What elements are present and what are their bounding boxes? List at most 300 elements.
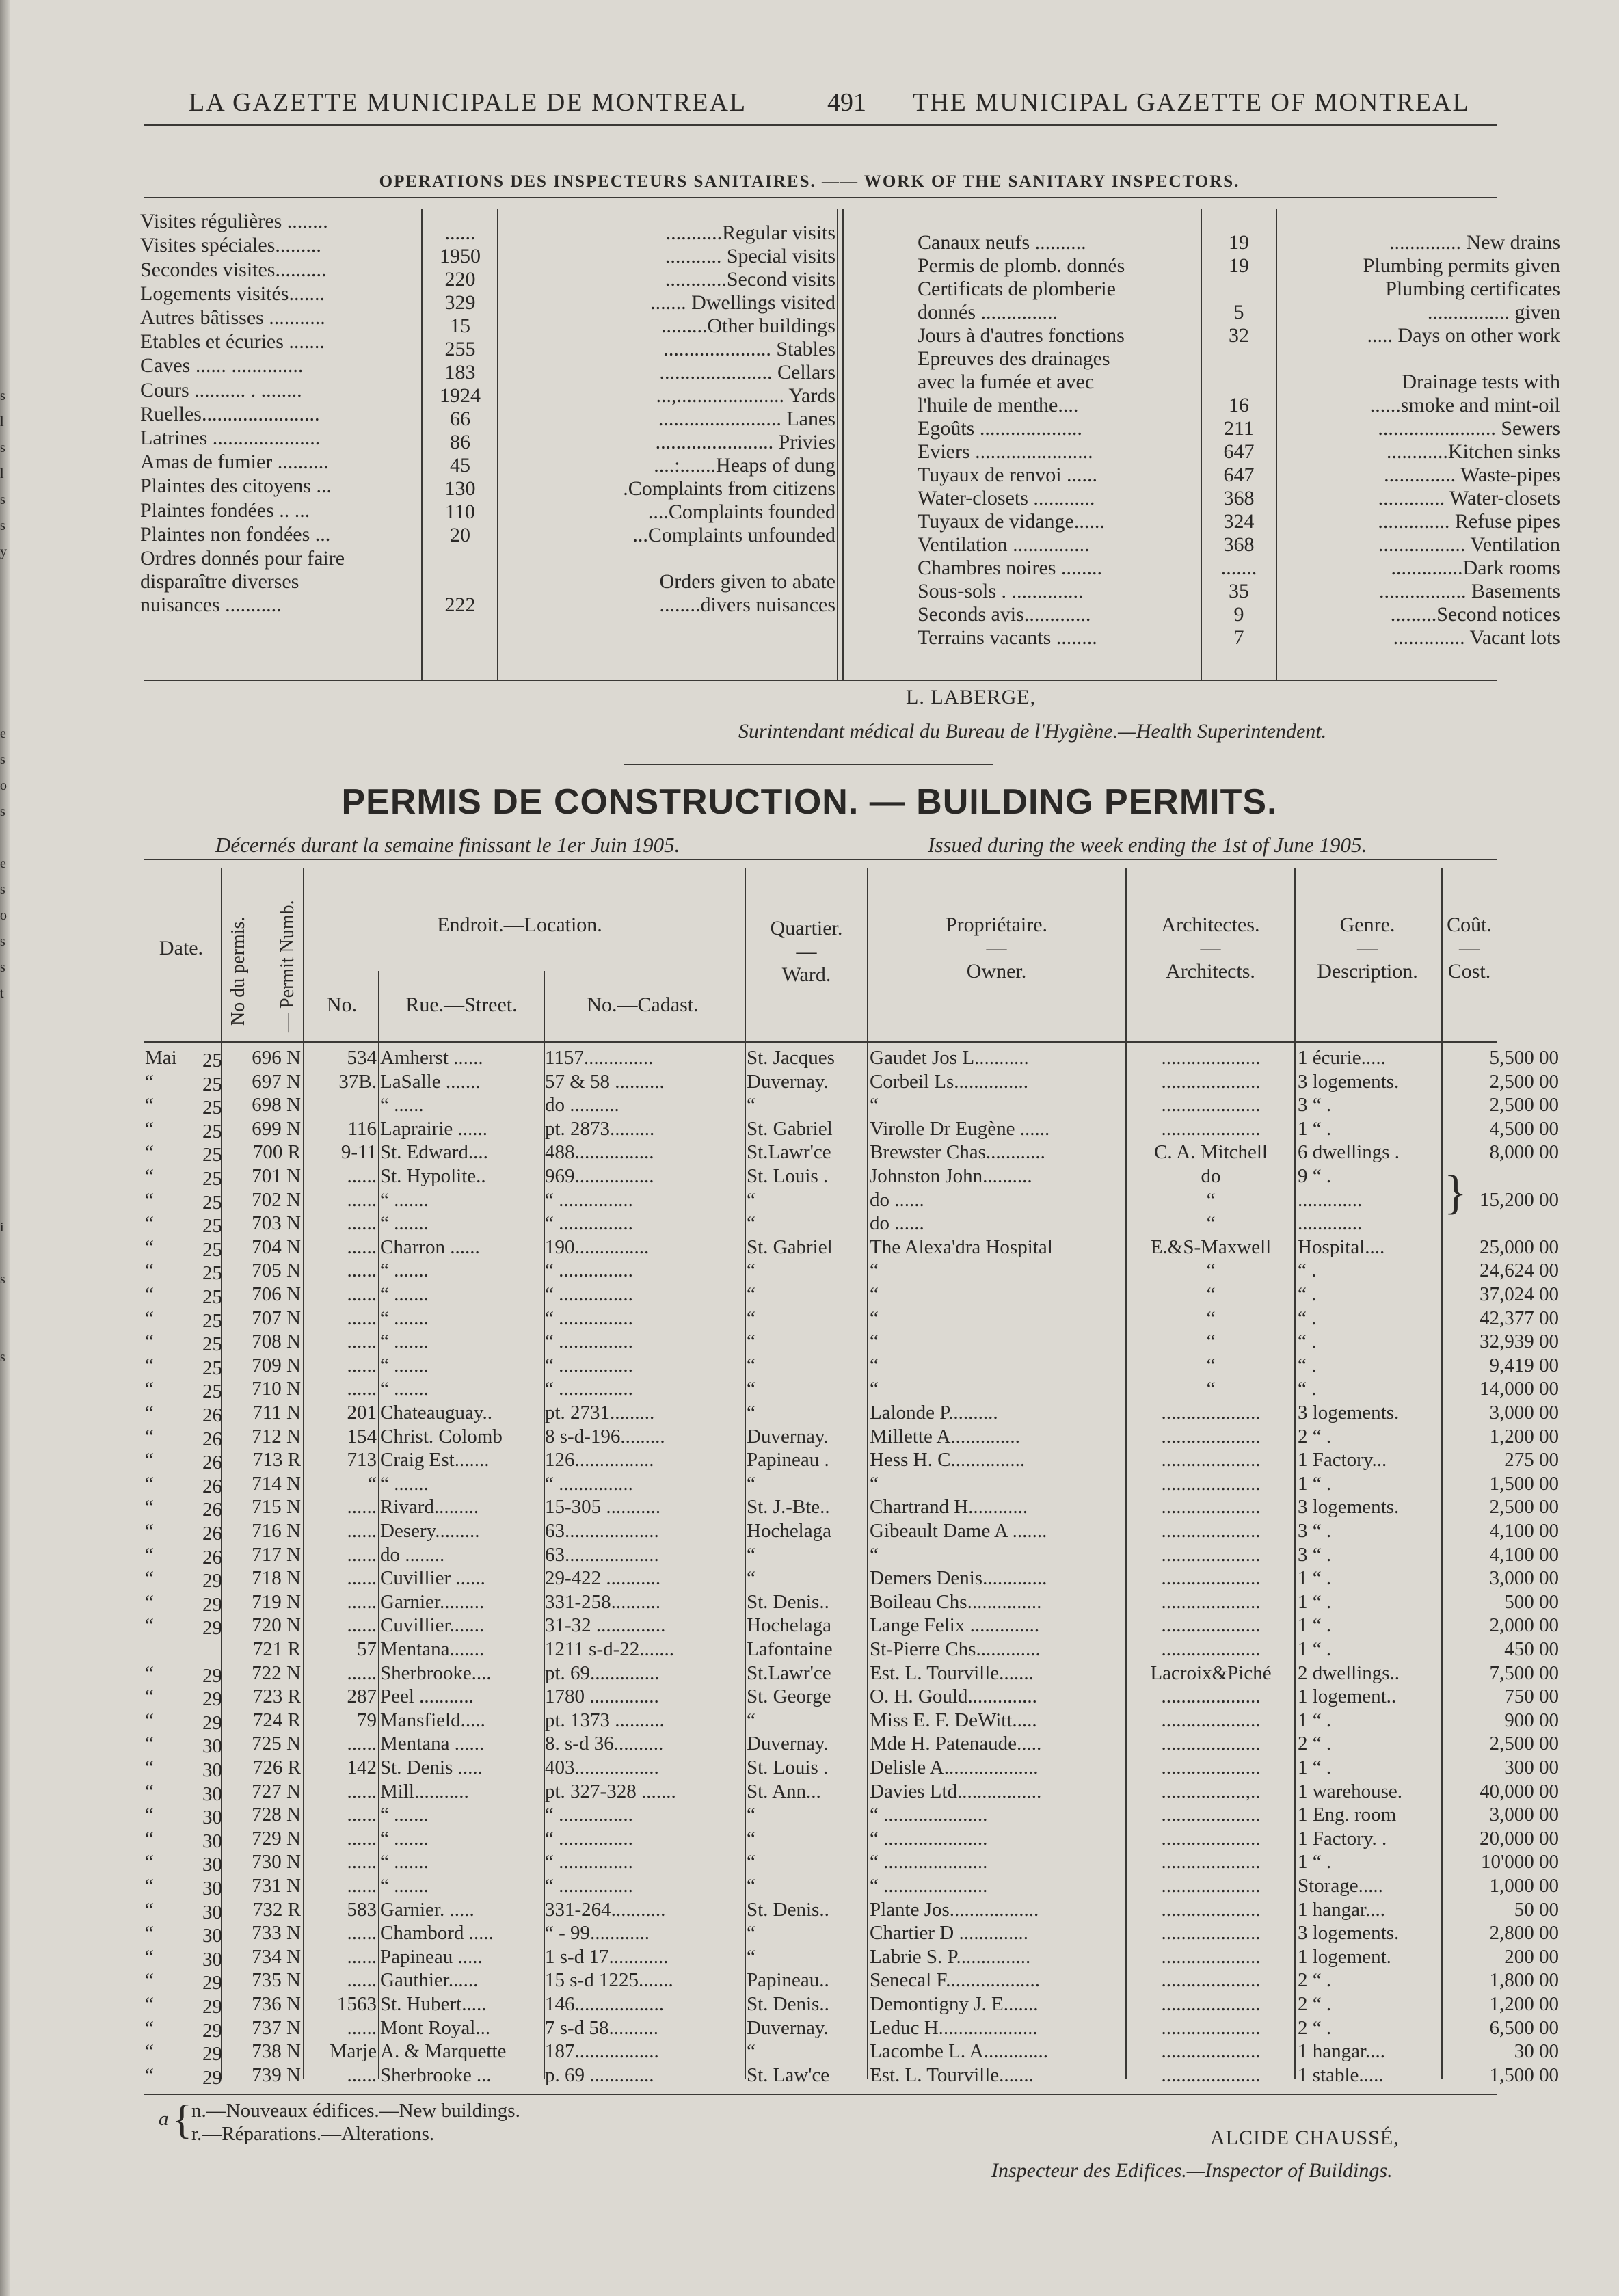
cell-street: Sherbrooke ... [380,2064,492,2086]
cell-cost: 20,000 00 [1480,1827,1559,1850]
cell-cadastre: 7 s-d 58.......... [545,2016,658,2039]
cell-month: “ [145,1307,154,1329]
cell-ward: “ [747,1307,755,1329]
cell-description: 2 “ . [1298,1733,1332,1755]
header-permit-fr: No du permis. [228,916,249,1026]
sanitary-right-en: .............. New drains [1389,231,1560,254]
cell-street: Rivard......... [380,1496,479,1519]
cell-architect: .................... [1161,1709,1261,1731]
cell-civic-number: ...... [347,1354,377,1376]
margin-letter: y [0,544,7,559]
cell-month: “ [145,2040,154,2063]
cell-day: 30 [202,1854,222,1876]
sanitary-right-en: .............. Refuse pipes [1378,510,1560,533]
margin-letter [0,669,10,695]
cell-day: 25 [202,1333,222,1356]
cell-street: “ ....... [380,1472,429,1495]
cell-day: 25 [202,1191,222,1214]
cell-day: 29 [202,2019,222,2042]
cell-cadastre: 63................... [545,1520,659,1542]
sanitary-left-fr: Amas de fumier .......... [140,451,329,474]
cell-ward: St. Louis . [747,1757,829,1778]
margin-letter: s [0,518,5,533]
margin-letter: s [0,388,5,403]
sanitary-left-en: ........... Special visits [665,245,835,267]
sanitary-right-en: ..... Days on other work [1367,324,1560,347]
margin-letter [0,1292,10,1318]
cell-civic-number: ...... [347,1378,377,1400]
sanitary-left-fr: Secondes visites.......... [140,258,327,281]
cell-cost: 30 00 [1514,2040,1559,2063]
cell-cadastre: do .......... [545,1094,619,1117]
cell-day: 25 [202,1120,222,1143]
sanitary-right-fr: Tuyaux de renvoi ...... [918,464,1098,486]
cell-cost: 2,500 00 [1489,1496,1559,1519]
cell-day: 30 [202,1783,222,1805]
cell-month: “ [145,1804,154,1826]
cell-ward: “ [747,1331,755,1353]
cell-owner: Labrie S. P............... [870,1945,1031,1968]
cell-month: “ [145,1993,154,2015]
cell-day: 26 [202,1546,222,1569]
cell-day: 25 [202,1144,222,1166]
cell-permit-number: 726 R [252,1757,301,1778]
cell-month: “ [145,2016,154,2039]
cell-description: 1 “ . [1298,1851,1332,1873]
running-title-french: LA GAZETTE MUNICIPALE DE MONTREAL [189,88,747,117]
cell-day: 29 [202,1570,222,1592]
cell-cadastre: “ ............... [545,1212,633,1235]
sanitary-left-en: ...Complaints unfounded [632,524,835,546]
cell-month: “ [145,1661,154,1684]
cell-architect: .................... [1161,1117,1261,1140]
cell-cadastre: 146.................. [545,1993,664,2015]
cell-civic-number: 201 [347,1402,377,1424]
cell-day: 25 [202,1262,222,1285]
cell-owner: The Alexa'dra Hospital [870,1236,1053,1258]
cell-month: “ [145,1141,154,1164]
cell-cadastre: 29-422 ........... [545,1567,661,1590]
cell-ward: St. Denis.. [747,1590,829,1613]
cell-day: 29 [202,1972,222,1994]
margin-letter [0,825,10,851]
sanitary-right-en: .............. Vacant lots [1393,626,1560,649]
cell-description: “ . [1298,1283,1317,1305]
cell-architect: do [1201,1165,1221,1187]
running-title-english: THE MUNICIPAL GAZETTE OF MONTREAL [913,88,1470,117]
sanitary-divider-3 [837,209,838,680]
permits-bottom-rule [144,2094,1497,2095]
permits-subtitle-french: Décernés durant la semaine finissant le 1er Juin 1905. [215,833,680,857]
cell-day: 26 [202,1404,222,1426]
cell-cost: 500 00 [1504,1590,1559,1613]
sanitary-left-fr: Autres bâtisses ........... [140,306,325,329]
cell-permit-number: 700 R [252,1141,301,1164]
sanitary-left-en: ....................... Privies [655,431,835,453]
cell-architect: C. A. Mitchell [1154,1141,1268,1164]
footnote-text: n.—Nouveaux édifices.—New buildings. r.—Réparations.—Alterations. [191,2100,520,2145]
cell-day: 30 [202,1830,222,1852]
sanitary-right-fr: Permis de plomb. donnés [918,254,1125,277]
cell-civic-number: “ [368,1472,377,1495]
cell-description: 1 logement.. [1298,1685,1397,1708]
cell-month: “ [145,1780,154,1802]
cell-owner: do ...... [870,1188,924,1211]
cell-month: “ [145,1567,154,1590]
cell-permit-number: 706 N [252,1283,301,1305]
cell-street: “ ....... [380,1307,429,1329]
cell-owner: “ ..................... [870,1804,988,1826]
cell-permit-number: 704 N [252,1236,301,1258]
sanitary-left-fr: Latrines ..................... [140,427,321,449]
col-line-owner [1125,868,1127,2079]
cell-description: “ . [1298,1259,1317,1282]
margin-letter: s [0,804,5,819]
sanitary-right-en: ............Kitchen sinks [1386,440,1560,463]
cell-civic-number: ...... [347,1236,377,1258]
cell-month: “ [145,1543,154,1566]
sanitary-right-val: 5 [1233,301,1244,323]
margin-letter: s [0,492,5,507]
sanitary-right-val: 9 [1233,603,1244,626]
cell-ward: Lafontaine [747,1638,833,1660]
margin-letter: i [0,1220,4,1235]
sanitary-right-val: 211 [1224,417,1254,440]
cell-ward: St. Gabriel [747,1117,833,1140]
cell-cost: 5,500 00 [1489,1047,1559,1069]
cell-permit-number: 697 N [252,1070,301,1093]
header-no: No. [326,993,358,1016]
cell-civic-number: ...... [347,1188,377,1211]
cell-street: Mansfield..... [380,1709,485,1731]
cell-civic-number: 9-11 [340,1141,377,1164]
cell-civic-number: 142 [347,1757,377,1778]
cell-month: “ [145,1969,154,1992]
cell-civic-number: ...... [347,1165,377,1187]
cell-permit-number: 718 N [252,1567,301,1590]
cell-owner: “ [870,1259,879,1282]
cell-owner: Boileau Chs............... [870,1590,1042,1613]
cell-owner: Johnston John.......... [870,1165,1032,1187]
cell-cost: 1,800 00 [1489,1969,1559,1992]
cell-day: 30 [202,1925,222,1947]
cell-permit-number: 698 N [252,1094,301,1117]
inspector-signature-title: Inspecteur des Edifices.—Inspector of Buildings. [991,2159,1393,2182]
cell-cadastre: “ ............... [545,1804,633,1826]
header-cadast: No.—Cadast. [587,993,699,1016]
cell-cost: 40,000 00 [1480,1780,1559,1802]
cell-description: 3 “ . [1298,1094,1332,1117]
cell-owner: Gibeault Dame A ....... [870,1520,1047,1542]
cell-permit-number: 708 N [252,1331,301,1353]
cell-description: “ . [1298,1307,1317,1329]
sanitary-left-val: 45 [450,454,470,477]
sanitary-right-fr: avec la fumée et avec [918,371,1095,393]
cell-month: “ [145,1070,154,1093]
permits-title: PERMIS DE CONSTRUCTION. — BUILDING PERMITS. [341,782,1278,822]
cell-cadastre: 190............... [545,1236,650,1258]
cell-ward: “ [747,1875,755,1897]
cell-month: “ [145,1945,154,1968]
cell-description: ............. [1298,1188,1363,1211]
cell-architect: .................... [1161,1402,1261,1424]
cell-civic-number: 37B. [338,1070,377,1093]
cell-street: Mentana ...... [380,1733,485,1755]
cell-owner: Est. L. Tourville....... [870,2064,1034,2086]
health-signature-title: Surintendant médical du Bureau de l'Hygiène.—Health Superintendent. [738,720,1327,743]
cell-cadastre: 8 s-d-196......... [545,1425,665,1447]
cell-street: Christ. Colomb [380,1425,503,1447]
sanitary-right-val: 7 [1233,626,1244,649]
cell-street: “ ....... [380,1875,429,1897]
cell-cadastre: 488................ [545,1141,654,1164]
cell-cost: 275 00 [1504,1449,1559,1471]
sanitary-left-en: ........................ Lanes [658,408,835,430]
cell-day: 29 [202,1996,222,2018]
margin-letter [0,1110,10,1136]
cell-architect: .................... [1161,1898,1261,1921]
sanitary-left-val: 110 [445,500,475,523]
cell-civic-number: ...... [347,1945,377,1968]
cell-owner: Delisle A................... [870,1757,1039,1778]
sanitary-left-fr: Logements visités....... [140,282,325,305]
cell-description: 3 “ . [1298,1543,1332,1566]
sanitary-left-en: ............Second visits [665,268,835,291]
cell-street: “ ....... [380,1212,429,1235]
cell-description: 1 stable..... [1298,2064,1384,2086]
cell-cadastre: 126................ [545,1449,654,1471]
cell-cadastre: 63................... [545,1543,659,1566]
cell-civic-number: ...... [347,1804,377,1826]
cell-ward: St. Jacques [747,1047,835,1069]
cell-civic-number: ...... [347,1331,377,1353]
cell-permit-number: 738 N [252,2040,301,2063]
cell-month: “ [145,1378,154,1400]
cell-permit-number: 725 N [252,1733,301,1755]
cell-architect: .................... [1161,1969,1261,1992]
sanitary-left-fr: Ruelles....................... [140,402,320,425]
sanitary-left-fr: Cours .......... . ........ [140,378,302,401]
cell-street: Desery......... [380,1520,480,1542]
cell-civic-number: ...... [347,1827,377,1850]
sanitary-left-fr: Plaintes non fondées ... [140,522,331,546]
cell-permit-number: 734 N [252,1945,301,1968]
cell-architect: .................... [1161,1804,1261,1826]
margin-letter [0,617,10,643]
section-separator [624,764,993,765]
cell-cadastre: “ - 99............ [545,1922,650,1945]
cell-cadastre: “ ............... [545,1827,633,1850]
cell-owner: Virolle Dr Eugène ...... [870,1117,1050,1140]
sanitary-right-en: ..............Dark rooms [1391,557,1560,579]
cell-civic-number: Marje [329,2040,377,2063]
sanitary-right-val: 16 [1229,394,1249,416]
cell-description: 1 écurie..... [1298,1047,1386,1069]
sanitary-left-fr: Etables et écuries ....... [140,330,325,353]
sanitary-left-val: 66 [450,408,470,430]
cell-street: Mill........... [380,1780,469,1802]
cell-month: “ [145,1757,154,1778]
sanitary-left-fr: Visites spéciales......... [140,234,321,257]
cell-cost: 3,000 00 [1489,1567,1559,1590]
cell-cost: 50 00 [1514,1898,1559,1921]
header-owner: Propriétaire. — Owner. [945,913,1048,983]
cell-cadastre: “ ............... [545,1259,633,1282]
cell-cadastre: 187................. [545,2040,659,2063]
cell-day: 25 [202,1050,222,1071]
cell-cadastre: pt. 1373 .......... [545,1709,665,1731]
col-line-arch [1294,868,1296,2079]
cell-architect: “ [1206,1212,1216,1235]
cell-architect: .................... [1161,1875,1261,1897]
cell-architect: .................... [1161,1638,1261,1660]
cell-cost: 4,100 00 [1489,1520,1559,1542]
cell-day: 30 [202,1806,222,1829]
cell-owner: Gaudet Jos L........... [870,1047,1029,1069]
sanitary-right-en: ....................... Sewers [1378,417,1560,440]
cell-architect: “ [1206,1307,1216,1329]
cell-street: “ ....... [380,1331,429,1353]
sanitary-right-val: 647 [1223,440,1255,463]
cell-description: 1 “ . [1298,1567,1332,1590]
cell-ward: “ [747,1567,755,1590]
cell-permit-number: 714 N [252,1472,301,1495]
cell-owner: “ [870,1543,879,1566]
cell-day: 29 [202,1711,222,1734]
cell-cadastre: “ ............... [545,1472,633,1495]
cell-permit-number: 720 N [252,1614,301,1637]
cell-description: 9 “ . [1298,1165,1332,1187]
cell-month: “ [145,1590,154,1613]
cell-architect: .................... [1161,2040,1261,2063]
cell-day: 25 [202,1380,222,1403]
cell-day: 29 [202,2043,222,2066]
cell-cost: 1,000 00 [1489,1875,1559,1897]
cell-ward: St. Louis . [747,1165,829,1187]
col-line-permit [303,868,304,2079]
cell-civic-number: ...... [347,1780,377,1802]
cell-civic-number: ...... [347,1875,377,1897]
cell-month: “ [145,1425,154,1447]
cell-cost: 32,939 00 [1480,1331,1559,1353]
sanitary-right-val: 368 [1223,533,1255,556]
sanitary-left-val: 15 [450,315,470,337]
cell-description: 1 “ . [1298,1638,1332,1660]
cell-owner: “ [870,1354,879,1376]
cell-month: “ [145,1472,154,1495]
cell-description: 2 “ . [1298,1969,1332,1992]
cell-owner: Demontigny J. E....... [870,1993,1039,2015]
sanitary-left-val: ...... [444,222,476,244]
cell-owner: Mde H. Patenaude..... [870,1733,1042,1755]
cell-day: 25 [202,1168,222,1190]
cell-architect: “ [1206,1331,1216,1353]
cell-civic-number: 154 [347,1425,377,1447]
cell-cost: 1,500 00 [1489,2064,1559,2086]
cell-month: “ [145,1733,154,1755]
cell-description: ............. [1298,1212,1363,1235]
sanitary-left-val: 130 [444,477,476,500]
sanitary-right-fr: donnés ............... [918,301,1058,323]
sanitary-right-fr: Epreuves des drainages [918,347,1110,370]
cell-street: St. Edward.... [380,1141,488,1164]
cell-permit-number: 701 N [252,1165,301,1187]
cell-month: “ [145,1236,154,1258]
cell-architect: .................... [1161,1472,1261,1495]
sanitary-left-fr: Caves ...... .............. [140,354,304,377]
cell-permit-number: 733 N [252,1922,301,1945]
cell-ward: St. Ann... [747,1780,821,1802]
cell-owner: Senecal F................... [870,1969,1040,1992]
cell-cost: 3,000 00 [1489,1804,1559,1826]
cell-permit-number: 736 N [252,1993,301,2015]
cell-street: do ........ [380,1543,445,1566]
margin-letter [0,643,10,669]
cell-ward: Duvernay. [747,1425,829,1447]
header-street: Rue.—Street. [405,993,518,1016]
cell-description: 2 “ . [1298,1993,1332,2015]
cell-day: 30 [202,1901,222,1923]
margin-letter: s [0,440,5,455]
cell-street: “ ....... [380,1378,429,1400]
header-architects: Architectes. — Architects. [1161,913,1260,983]
cell-day: 26 [202,1475,222,1497]
cell-permit-number: 711 N [252,1402,301,1424]
cell-description: 3 logements. [1298,1496,1400,1519]
sanitary-left-val: 183 [444,361,476,384]
cell-month: “ [145,1685,154,1708]
cell-civic-number: 116 [347,1117,377,1140]
cell-cost: 8,000 00 [1489,1141,1559,1164]
sanitary-right-fr: Jours à d'autres fonctions [918,324,1125,347]
cell-description: 1 Eng. room [1298,1804,1397,1826]
cell-description: 3 logements. [1298,1402,1400,1424]
cell-day: 30 [202,1735,222,1758]
sanitary-right-fr: Egoûts .................... [918,417,1082,440]
cell-permit-number: 712 N [252,1425,301,1447]
cell-month: “ [145,1283,154,1305]
cell-street: “ ....... [380,1354,429,1376]
cell-owner: Corbeil Ls............... [870,1070,1028,1093]
margin-letter: l [0,414,4,429]
cell-day: 25 [202,1286,222,1308]
header-cost: Coût. — Cost. [1447,913,1492,983]
cell-architect: .................... [1161,1757,1261,1778]
cell-owner: Est. L. Tourville....... [870,1661,1034,1684]
margin-letter: s [0,752,5,767]
sanitary-right-fr: Sous-sols . .............. [918,580,1084,602]
cell-month: “ [145,1449,154,1471]
cell-owner: Hess H. C............... [870,1449,1026,1471]
cell-civic-number: 713 [347,1449,377,1471]
cell-civic-number: ...... [347,2064,377,2086]
cell-street: Craig Est....... [380,1449,490,1471]
sanitary-left-fr: Plaintes fondées .. ... [140,498,310,522]
cell-ward: “ [747,1402,755,1424]
cell-owner: Davies Ltd................. [870,1780,1042,1802]
cell-ward: “ [747,2040,755,2063]
cell-cost: 750 00 [1504,1685,1559,1708]
cell-street: Gauthier...... [380,1969,479,1992]
cell-month: Mai [145,1047,177,1069]
sanitary-right-en: .............. Waste-pipes [1384,464,1560,486]
cell-architect: .................... [1161,1520,1261,1542]
cell-owner: “ [870,1378,879,1400]
sanitary-right-val: 324 [1223,510,1255,533]
cell-description: 1 Factory... [1298,1449,1387,1471]
cell-owner: Lacombe L. A............. [870,2040,1048,2063]
cell-ward: “ [747,1827,755,1850]
